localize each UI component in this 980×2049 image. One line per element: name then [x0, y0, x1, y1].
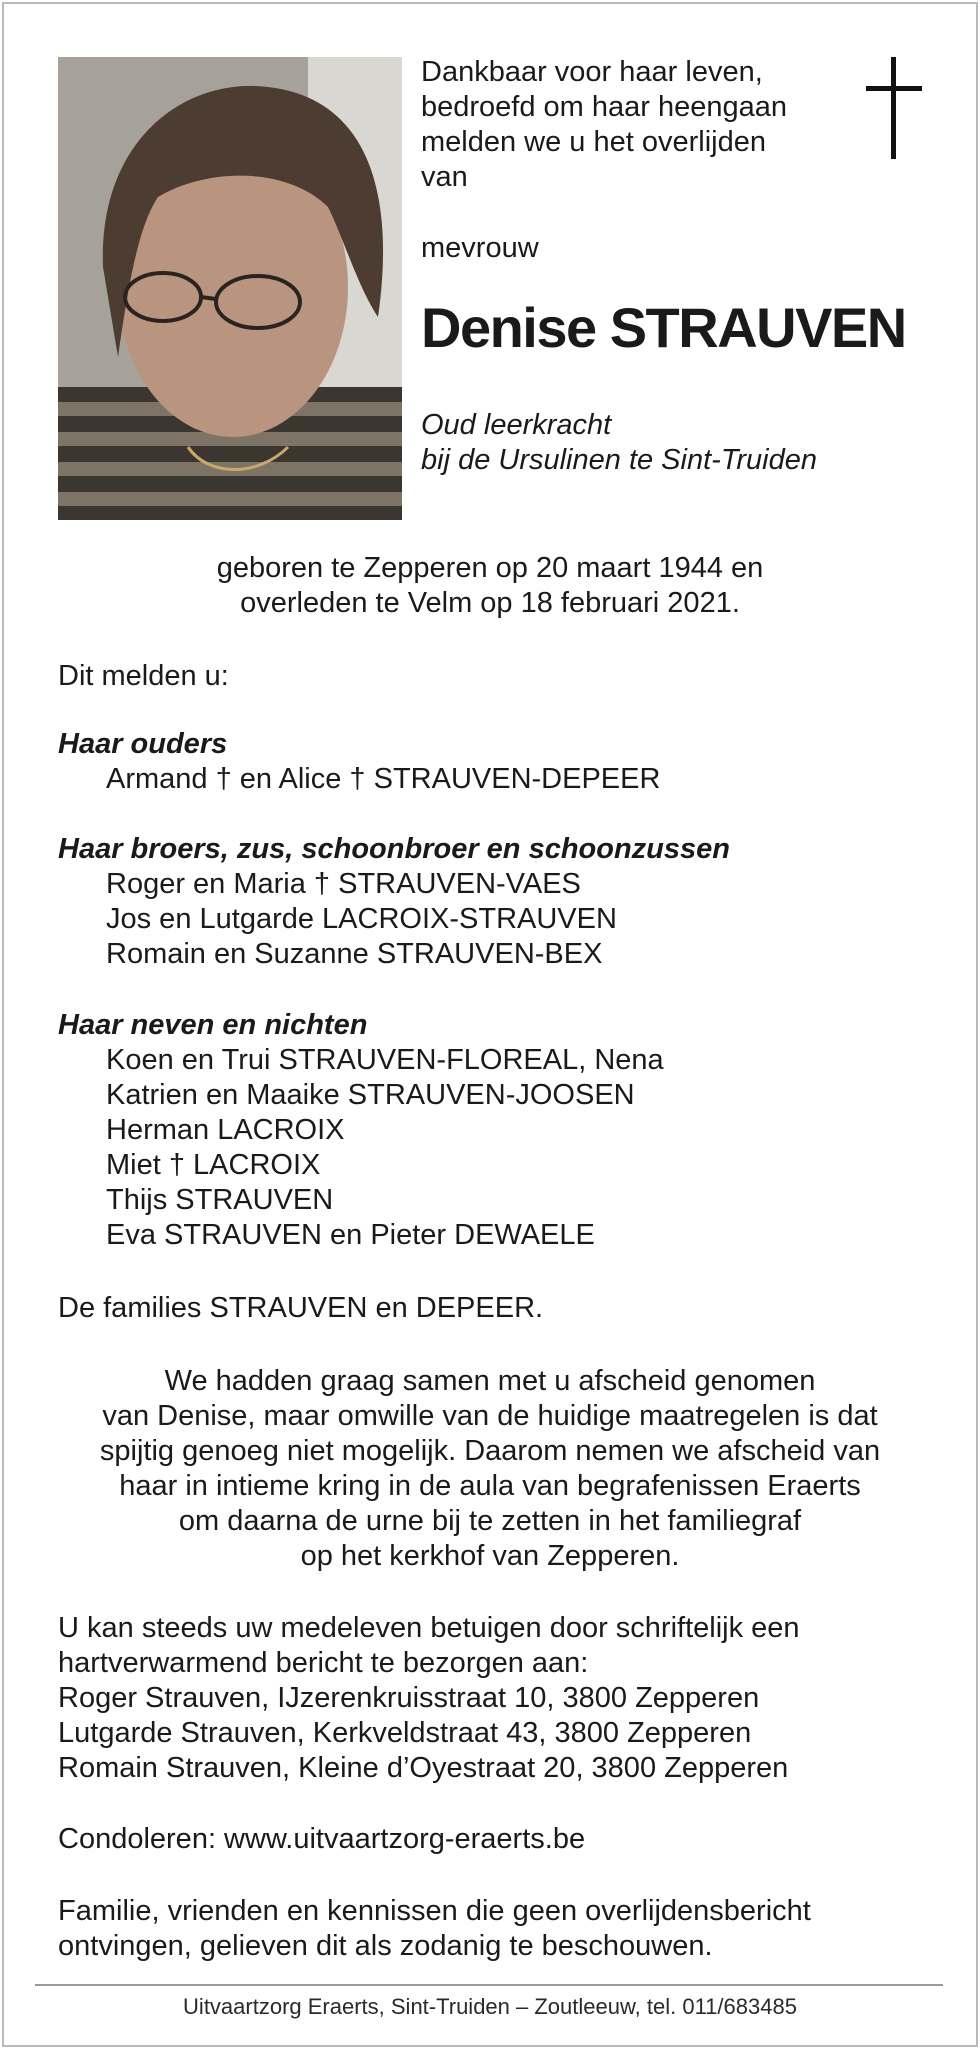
intro-line: melden we u het overlijden	[421, 126, 766, 158]
occupation	[421, 408, 817, 478]
farewell-message	[0, 1364, 980, 1574]
condolence-line: Romain Strauven, Kleine d’Oyestraat 20, 3800 Zepperen	[58, 1752, 789, 1784]
closing-note	[58, 1894, 811, 1964]
nephews-list	[106, 1043, 664, 1253]
intro-line: Dankbaar voor haar leven,	[421, 56, 763, 88]
message-line: We hadden graag samen met u afscheid genomen	[164, 1365, 816, 1397]
parents-list	[106, 762, 660, 797]
family-member-line: Roger en Maria † STRAUVEN-VAES	[106, 868, 581, 900]
deceased-name: Denise STRAUVEN	[421, 296, 906, 359]
siblings-list	[106, 867, 617, 972]
title-mevrouw: mevrouw	[421, 232, 539, 264]
family-member-line: Katrien en Maaike STRAUVEN-JOOSEN	[106, 1079, 635, 1111]
birth-death-dates	[0, 551, 980, 621]
dates-line: geboren te Zepperen op 20 maart 1944 en	[216, 552, 764, 584]
condolence-addresses	[58, 1611, 800, 1786]
condolence-line: Lutgarde Strauven, Kerkveldstraat 43, 3800 Zepperen	[58, 1717, 752, 1749]
family-member-line: Herman LACROIX	[106, 1114, 345, 1146]
announce-text: Dit melden u:	[58, 660, 229, 692]
family-member-line: Armand † en Alice † STRAUVEN-DEPEER	[106, 763, 661, 795]
parents-heading: Haar ouders	[58, 728, 228, 760]
intro-line: bedroefd om haar heengaan	[421, 91, 788, 123]
cross-icon	[866, 57, 922, 159]
condolence-line: U kan steeds uw medeleven betuigen door schriftelijk een	[58, 1612, 800, 1644]
condolence-line: Roger Strauven, IJzerenkruisstraat 10, 3800 Zepperen	[58, 1682, 760, 1714]
condolence-website: Condoleren: www.uitvaartzorg-eraerts.be	[58, 1823, 586, 1855]
footer-funeral-home: Uitvaartzorg Eraerts, Sint-Truiden – Zoutleeuw, tel. 011/683485	[183, 1994, 797, 2019]
dates-line: overleden te Velm op 18 februari 2021.	[240, 587, 740, 619]
message-line: haar in intieme kring in de aula van begrafenissen Eraerts	[119, 1470, 861, 1502]
condolence-line: hartverwarmend bericht te bezorgen aan:	[58, 1647, 589, 1679]
family-member-line: Koen en Trui STRAUVEN-FLOREAL, Nena	[106, 1044, 664, 1076]
message-line: van Denise, maar omwille van de huidige maatregelen is dat	[102, 1400, 878, 1432]
portrait-photo	[58, 57, 402, 520]
intro-text	[421, 55, 787, 195]
closing-line: ontvingen, gelieven dit als zodanig te beschouwen.	[58, 1930, 713, 1962]
family-member-line: Romain en Suzanne STRAUVEN-BEX	[106, 938, 603, 970]
closing-line: Familie, vrienden en kennissen die geen overlijdensbericht	[58, 1895, 811, 1927]
intro-line: van	[421, 161, 468, 193]
family-member-line: Jos en Lutgarde LACROIX-STRAUVEN	[106, 903, 617, 935]
siblings-heading: Haar broers, zus, schoonbroer en schoonzussen	[58, 833, 730, 865]
message-line: op het kerkhof van Zepperen.	[300, 1540, 680, 1572]
occupation-line: Oud leerkracht	[421, 409, 612, 441]
family-member-line: Thijs STRAUVEN	[106, 1184, 334, 1216]
footer-divider	[35, 1984, 943, 1986]
occupation-line: bij de Ursulinen te Sint-Truiden	[421, 444, 817, 476]
nephews-heading: Haar neven en nichten	[58, 1009, 368, 1041]
families-text: De families STRAUVEN en DEPEER.	[58, 1292, 544, 1324]
message-line: om daarna de urne bij te zetten in het familiegraf	[178, 1505, 802, 1537]
family-member-line: Miet † LACROIX	[106, 1149, 321, 1181]
family-member-line: Eva STRAUVEN en Pieter DEWAELE	[106, 1219, 595, 1251]
message-line: spijtig genoeg niet mogelijk. Daarom nemen we afscheid van	[99, 1435, 881, 1467]
